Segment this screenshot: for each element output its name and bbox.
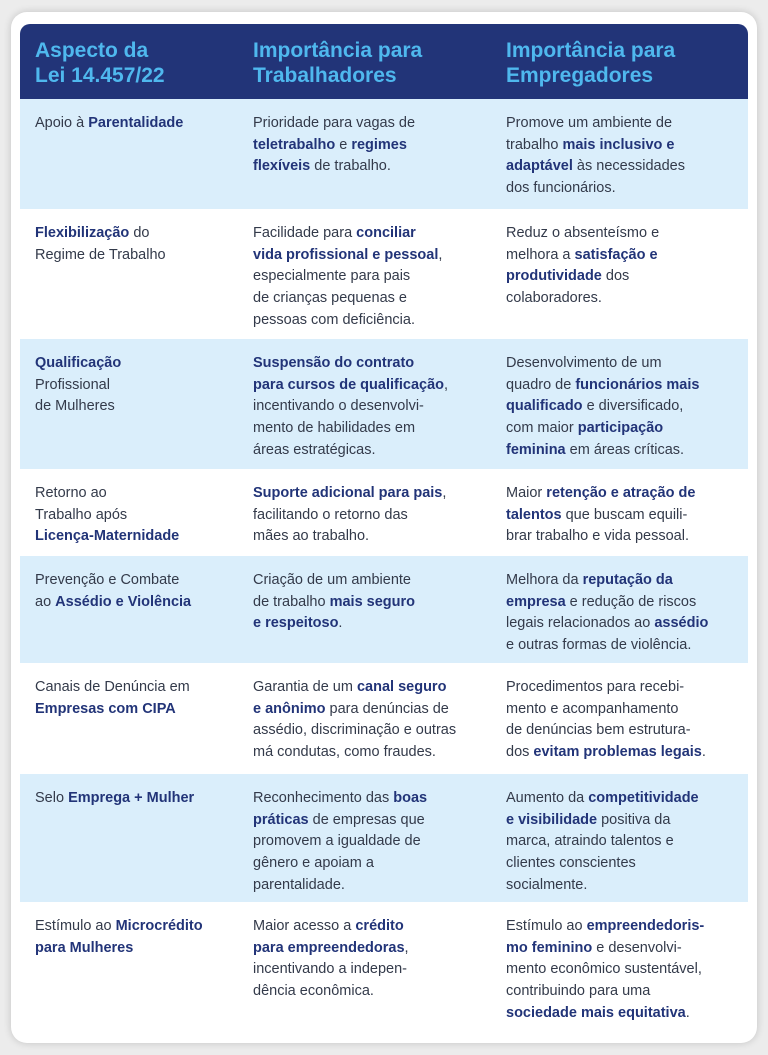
emphasis-text: mo feminino xyxy=(506,939,593,956)
cell-text: Criação de um ambiente xyxy=(253,572,411,588)
cell-line xyxy=(506,570,748,592)
cell-line xyxy=(506,853,748,875)
table-row xyxy=(20,774,748,902)
table-row xyxy=(20,556,748,663)
employers-cell xyxy=(491,209,748,339)
cell-text: legais relacionados ao xyxy=(506,615,655,632)
cell-text: Facilidade para xyxy=(253,225,357,241)
cell-line xyxy=(253,418,491,440)
emphasis-text: evitam problemas legais xyxy=(533,744,702,761)
emphasis-text: mais inclusivo e xyxy=(562,136,675,153)
cell-text: parentalidade. xyxy=(253,876,345,893)
emphasis-text: práticas xyxy=(253,811,309,828)
cell-line xyxy=(35,526,239,548)
cell-line xyxy=(253,310,491,332)
aspect-cell xyxy=(20,469,239,556)
emphasis-text: funcionários mais xyxy=(575,376,700,393)
emphasis-text: mais seguro xyxy=(329,593,416,610)
cell-text: Retorno ao xyxy=(35,485,107,501)
cell-line xyxy=(253,353,491,375)
cell-text: especialmente para pais xyxy=(253,268,411,285)
emphasis-text: retenção e atração de xyxy=(546,485,696,501)
cell-line xyxy=(506,178,748,200)
cell-line xyxy=(506,418,748,440)
cell-text: Prevenção e Combate xyxy=(35,572,180,588)
cell-text: . xyxy=(701,744,706,761)
cell-text: assédio, discriminação e outras xyxy=(253,722,457,739)
cell-line xyxy=(506,396,748,418)
emphasis-text: e respeitoso xyxy=(253,615,339,632)
emphasis-text: e visibilidade xyxy=(506,811,598,828)
workers-cell xyxy=(239,556,491,663)
cell-line xyxy=(506,677,748,699)
cell-text: facilitando o retorno das xyxy=(253,506,408,523)
employers-cell xyxy=(491,99,748,209)
cell-line xyxy=(253,375,491,397)
emphasis-text: crédito xyxy=(355,918,404,934)
cell-line xyxy=(506,720,748,742)
workers-cell xyxy=(239,339,491,469)
cell-line xyxy=(253,483,491,505)
cell-text: , xyxy=(404,939,409,956)
cell-text: e outras formas de violência. xyxy=(506,637,692,654)
aspect-cell xyxy=(20,99,239,209)
header-aspect: Aspecto da Lei 14.457/22 xyxy=(35,39,165,87)
table-row xyxy=(20,902,748,1030)
cell-text: trabalho xyxy=(506,136,563,153)
cell-text: . xyxy=(338,615,343,632)
cell-line xyxy=(35,938,239,960)
cell-line xyxy=(35,396,239,418)
workers-cell xyxy=(239,902,491,1030)
cell-line xyxy=(253,266,491,288)
cell-text: Maior xyxy=(506,485,547,501)
emphasis-text: boas xyxy=(393,790,428,806)
cell-text: e xyxy=(335,136,352,153)
cell-line xyxy=(253,223,491,245)
header-employers: Importância para Empregadores xyxy=(506,39,676,87)
cell-text: Trabalho após xyxy=(35,506,128,523)
cell-line xyxy=(253,831,491,853)
cell-text: de Mulheres xyxy=(35,398,115,415)
cell-text: para denúncias de xyxy=(325,700,449,717)
cell-text: de denúncias bem estrutura- xyxy=(506,722,691,739)
emphasis-text: Suporte adicional para pais xyxy=(253,485,443,501)
cell-text: socialmente. xyxy=(506,876,588,893)
cell-text: Canais de Denúncia em xyxy=(35,679,190,695)
cell-line xyxy=(253,113,491,135)
emphasis-text: participação xyxy=(577,420,664,437)
cell-line xyxy=(506,353,748,375)
cell-text: melhora a xyxy=(506,246,575,263)
cell-line xyxy=(506,788,748,810)
table-row xyxy=(20,209,748,339)
cell-text: mento e acompanhamento xyxy=(506,700,679,717)
cell-text: mento econômico sustentável, xyxy=(506,961,702,978)
aspect-cell xyxy=(20,339,239,469)
cell-line xyxy=(506,699,748,721)
table-row xyxy=(20,99,748,209)
cell-text: Prioridade para vagas de xyxy=(253,115,416,131)
emphasis-text: canal seguro xyxy=(356,679,447,695)
cell-line xyxy=(253,875,491,897)
cell-line xyxy=(35,699,239,721)
cell-text: , xyxy=(444,376,449,393)
cell-text: mento de habilidades em xyxy=(253,420,416,437)
emphasis-text: assédio xyxy=(654,615,709,632)
cell-line xyxy=(506,635,748,657)
emphasis-text: Assédio e Violência xyxy=(55,593,192,610)
cell-text: dos xyxy=(506,744,534,761)
employers-cell xyxy=(491,469,748,556)
cell-text: dência econômica. xyxy=(253,983,374,1000)
emphasis-text: Parentalidade xyxy=(88,115,184,131)
employers-cell xyxy=(491,339,748,469)
cell-line xyxy=(253,156,491,178)
cell-text: Reconhecimento das xyxy=(253,790,394,806)
emphasis-text: Microcrédito xyxy=(115,918,203,934)
emphasis-text: conciliar xyxy=(356,225,416,241)
cell-text: Reduz o absenteísmo e xyxy=(506,225,660,241)
emphasis-text: Emprega + Mulher xyxy=(68,790,195,806)
workers-cell xyxy=(239,209,491,339)
emphasis-text: Empresas com CIPA xyxy=(35,700,176,717)
cell-text: marca, atraindo talentos e xyxy=(506,833,674,850)
cell-line xyxy=(253,613,491,635)
cell-line xyxy=(253,699,491,721)
cell-line xyxy=(253,981,491,1003)
cell-line xyxy=(506,375,748,397)
emphasis-text: sociedade mais equitativa xyxy=(506,1004,686,1021)
cell-line xyxy=(506,981,748,1003)
emphasis-text: empresa xyxy=(506,593,566,610)
cell-line xyxy=(506,742,748,764)
employers-cell xyxy=(491,902,748,1030)
cell-line xyxy=(253,788,491,810)
cell-text: promovem a igualdade de xyxy=(253,833,421,850)
cell-text: incentivando a indepen- xyxy=(253,961,407,978)
cell-text: Estímulo ao xyxy=(506,918,587,934)
cell-line xyxy=(35,113,239,135)
emphasis-text: para empreendedoras xyxy=(253,939,405,956)
emphasis-text: talentos xyxy=(506,506,562,523)
cell-line xyxy=(35,505,239,527)
emphasis-text: empreendedoris- xyxy=(586,918,705,934)
cell-line xyxy=(253,959,491,981)
cell-line xyxy=(253,742,491,764)
cell-line xyxy=(506,938,748,960)
cell-line xyxy=(506,505,748,527)
cell-text: Desenvolvimento de um xyxy=(506,355,662,371)
cell-text: e redução de riscos xyxy=(565,593,697,610)
cell-text: , xyxy=(438,246,443,263)
emphasis-text: teletrabalho xyxy=(253,136,336,153)
cell-line xyxy=(253,592,491,614)
table-row xyxy=(20,469,748,556)
emphasis-text: e anônimo xyxy=(253,700,326,717)
cell-line xyxy=(506,440,748,462)
cell-line xyxy=(35,677,239,699)
employers-cell xyxy=(491,663,748,774)
cell-line xyxy=(506,288,748,310)
cell-line xyxy=(253,810,491,832)
emphasis-text: flexíveis xyxy=(253,158,311,175)
cell-line xyxy=(253,677,491,699)
cell-line xyxy=(35,245,239,267)
cell-line xyxy=(253,938,491,960)
emphasis-text: reputação da xyxy=(582,572,673,588)
cell-text: Estímulo ao xyxy=(35,918,116,934)
cell-line xyxy=(253,505,491,527)
cell-text: dos xyxy=(601,268,630,285)
cell-text: . xyxy=(685,1004,690,1021)
cell-line xyxy=(253,396,491,418)
aspect-cell xyxy=(20,663,239,774)
aspect-cell xyxy=(20,774,239,902)
table-row xyxy=(20,663,748,774)
cell-line xyxy=(253,440,491,462)
cell-line xyxy=(253,916,491,938)
aspect-cell xyxy=(20,556,239,663)
cell-line xyxy=(506,223,748,245)
cell-text: Procedimentos para recebi- xyxy=(506,679,685,695)
cell-text: colaboradores. xyxy=(506,290,602,307)
cell-line xyxy=(506,916,748,938)
emphasis-text: Flexibilização xyxy=(35,225,130,241)
cell-text: Profissional xyxy=(35,376,110,393)
cell-text: Aumento da xyxy=(506,790,589,806)
cell-line xyxy=(506,831,748,853)
cell-text: pessoas com deficiência. xyxy=(253,311,415,328)
cell-text: incentivando o desenvolvi- xyxy=(253,398,424,415)
emphasis-text: adaptável xyxy=(506,158,573,175)
cell-text: de trabalho xyxy=(253,593,330,610)
workers-cell xyxy=(239,663,491,774)
cell-line xyxy=(35,592,239,614)
workers-cell xyxy=(239,99,491,209)
cell-text: Apoio à xyxy=(35,115,89,131)
cell-text: Maior acesso a xyxy=(253,918,356,934)
cell-text: má condutas, como fraudes. xyxy=(253,744,436,761)
cell-line xyxy=(253,245,491,267)
employers-cell xyxy=(491,774,748,902)
cell-line xyxy=(506,156,748,178)
cell-text: do xyxy=(129,225,150,241)
cell-line xyxy=(506,266,748,288)
emphasis-text: para Mulheres xyxy=(35,939,134,956)
emphasis-text: Licença-Maternidade xyxy=(35,528,180,545)
cell-text: brar trabalho e vida pessoal. xyxy=(506,528,689,545)
cell-line xyxy=(506,810,748,832)
cell-text: de crianças pequenas e xyxy=(253,290,407,307)
cell-line xyxy=(506,959,748,981)
cell-line xyxy=(506,875,748,897)
emphasis-text: vida profissional e pessoal xyxy=(253,246,439,263)
cell-text: gênero e apoiam a xyxy=(253,855,374,872)
emphasis-text: Suspensão do contrato xyxy=(253,355,415,371)
cell-text: áreas estratégicas. xyxy=(253,441,376,458)
emphasis-text: para cursos de qualificação xyxy=(253,376,444,393)
cell-text: Melhora da xyxy=(506,572,583,588)
cell-text: positiva da xyxy=(597,811,671,828)
emphasis-text: feminina xyxy=(506,441,566,458)
cell-text: e desenvolvi- xyxy=(592,939,682,956)
header-workers: Importância para Trabalhadores xyxy=(253,39,423,87)
cell-text: mães ao trabalho. xyxy=(253,528,370,545)
cell-text: Regime de Trabalho xyxy=(35,246,166,263)
cell-text: e diversificado, xyxy=(582,398,684,415)
aspect-cell xyxy=(20,902,239,1030)
cell-line xyxy=(35,788,239,810)
cell-text: de trabalho. xyxy=(310,158,391,175)
workers-cell xyxy=(239,469,491,556)
cell-text: de empresas que xyxy=(308,811,425,828)
cell-line xyxy=(506,613,748,635)
cell-text: Garantia de um xyxy=(253,679,357,695)
cell-text: clientes conscientes xyxy=(506,855,636,872)
cell-text: contribuindo para uma xyxy=(506,983,651,1000)
cell-text: , xyxy=(442,485,447,501)
cell-line xyxy=(506,483,748,505)
workers-cell xyxy=(239,774,491,902)
cell-line xyxy=(506,245,748,267)
cell-line xyxy=(506,1003,748,1025)
cell-line xyxy=(35,375,239,397)
emphasis-text: produtividade xyxy=(506,268,602,285)
cell-line xyxy=(253,288,491,310)
emphasis-text: Qualificação xyxy=(35,355,122,371)
cell-line xyxy=(35,570,239,592)
cell-line xyxy=(506,526,748,548)
cell-line xyxy=(35,353,239,375)
cell-line xyxy=(35,223,239,245)
emphasis-text: competitividade xyxy=(588,790,699,806)
cell-text: em áreas críticas. xyxy=(565,441,685,458)
cell-text: Selo xyxy=(35,790,69,806)
employers-cell xyxy=(491,556,748,663)
cell-line xyxy=(506,135,748,157)
table-row xyxy=(20,339,748,469)
cell-text: quadro de xyxy=(506,376,576,393)
cell-line xyxy=(253,720,491,742)
table-header xyxy=(20,24,748,99)
cell-line xyxy=(35,916,239,938)
cell-line xyxy=(253,570,491,592)
cell-text: Promove um ambiente de xyxy=(506,115,673,131)
cell-text: às necessidades xyxy=(572,158,685,175)
cell-line xyxy=(253,853,491,875)
emphasis-text: regimes xyxy=(351,136,407,153)
cell-line xyxy=(506,592,748,614)
cell-text: ao xyxy=(35,593,56,610)
cell-line xyxy=(253,526,491,548)
emphasis-text: qualificado xyxy=(506,398,583,415)
cell-line xyxy=(35,483,239,505)
law-comparison-table xyxy=(20,24,748,1030)
table-body xyxy=(20,99,748,1030)
cell-line xyxy=(253,135,491,157)
cell-text: com maior xyxy=(506,420,578,437)
aspect-cell xyxy=(20,209,239,339)
cell-text: dos funcionários. xyxy=(506,180,616,197)
cell-line xyxy=(506,113,748,135)
cell-text: que buscam equili- xyxy=(561,506,688,523)
emphasis-text: satisfação e xyxy=(574,246,658,263)
